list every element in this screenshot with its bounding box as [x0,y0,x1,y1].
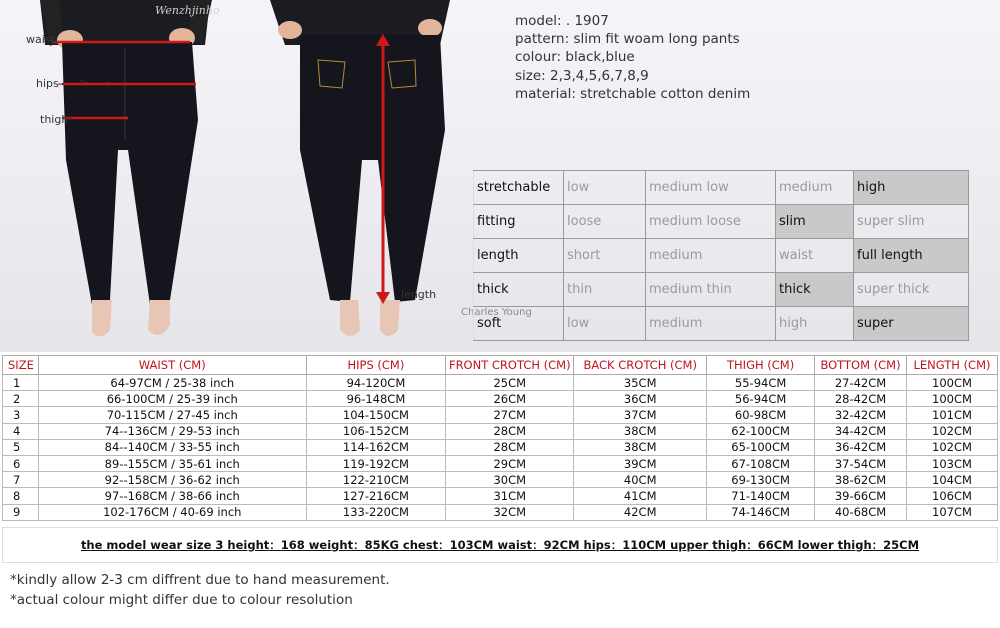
table-cell: 31CM [446,488,574,504]
table-cell: 38-62CM [815,472,907,488]
table-cell: 100CM [906,375,997,391]
table-cell: 102CM [906,423,997,439]
feature-option-selected: super [854,307,969,341]
header-back-crotch: BACK CROTCH (CM) [574,356,707,375]
table-cell: 127-216CM [306,488,446,504]
table-cell: 102-176CM / 40-69 inch [38,504,306,520]
table-row [3,391,998,407]
table-cell: 30CM [446,472,574,488]
table-cell: 27CM [446,407,574,423]
table-row [3,488,998,504]
spec-colour: colour: black,blue [515,49,635,66]
table-cell: 41CM [574,488,707,504]
table-cell: 119-192CM [306,455,446,471]
table-cell: 104CM [906,472,997,488]
table-cell: 94-120CM [306,375,446,391]
table-cell: 74-146CM [707,504,815,520]
feature-row-stretchable [474,171,969,205]
product-specs [515,12,750,103]
table-cell: 101CM [906,407,997,423]
table-cell: 38CM [574,423,707,439]
table-cell: 66-100CM / 25-39 inch [38,391,306,407]
table-cell: 67-108CM [707,455,815,471]
table-row [3,407,998,423]
table-cell: 62-100CM [707,423,815,439]
model-photo [0,0,470,352]
notes [10,570,390,610]
table-cell: 65-100CM [707,439,815,455]
feature-label: thick [474,273,564,307]
feature-option: medium [776,171,854,205]
table-cell: 100CM [906,391,997,407]
feature-grid [473,170,969,341]
header-hips: HIPS (CM) [306,356,446,375]
table-cell: 29CM [446,455,574,471]
header-waist: WAIST (CM) [38,356,306,375]
table-cell: 36-42CM [815,439,907,455]
table-cell: 28CM [446,423,574,439]
table-cell: 64-97CM / 25-38 inch [38,375,306,391]
table-cell: 3 [3,407,39,423]
table-cell: 7 [3,472,39,488]
table-cell: 107CM [906,504,997,520]
table-cell: 84--140CM / 33-55 inch [38,439,306,455]
spec-size: size: 2,3,4,5,6,7,8,9 [515,67,649,84]
feature-row-fitting [474,205,969,239]
table-cell: 106CM [906,488,997,504]
header-length: LENGTH (CM) [906,356,997,375]
model-wear-info: the model wear size 3 height：168 weight：85KG chest：103CM waist：92CM hips：110CM upper thigh：66CM lower thigh：25CM [2,527,998,563]
table-cell: 42CM [574,504,707,520]
table-row [3,423,998,439]
table-cell: 34-42CM [815,423,907,439]
feature-option: waist [776,239,854,273]
table-cell: 106-152CM [306,423,446,439]
table-cell: 37CM [574,407,707,423]
size-table [2,355,998,521]
table-cell: 4 [3,423,39,439]
spec-model: model: . 1907 [515,13,609,29]
table-cell: 56-94CM [707,391,815,407]
feature-option: super thick [854,273,969,307]
hips-label: hips [36,77,59,90]
table-cell: 6 [3,455,39,471]
feature-option: medium thin [646,273,776,307]
table-cell: 1 [3,375,39,391]
feature-label: soft [474,307,564,341]
table-cell: 55-94CM [707,375,815,391]
feature-option: medium [646,239,776,273]
table-cell: 8 [3,488,39,504]
table-cell: 27-42CM [815,375,907,391]
table-cell: 60-98CM [707,407,815,423]
watermark-credit: Charles Young [461,307,532,318]
thigh-label: thigh [40,113,69,126]
spec-pattern: pattern: slim fit woam long pants [515,31,740,48]
feature-option-selected: high [854,171,969,205]
table-row [3,504,998,520]
table-cell: 5 [3,439,39,455]
note-colour: *actual colour might differ due to colour resolution [10,592,353,608]
spec-material: material: stretchable cotton denim [515,85,751,102]
table-cell: 2 [3,391,39,407]
header-bottom: BOTTOM (CM) [815,356,907,375]
table-cell: 39-66CM [815,488,907,504]
feature-label: fitting [474,205,564,239]
header-thigh: THIGH (CM) [707,356,815,375]
feature-option-selected: slim [776,205,854,239]
table-cell: 92--158CM / 36-62 inch [38,472,306,488]
feature-option: medium loose [646,205,776,239]
table-cell: 25CM [446,375,574,391]
table-row [3,472,998,488]
feature-option: medium low [646,171,776,205]
table-cell: 40CM [574,472,707,488]
table-cell: 104-150CM [306,407,446,423]
feature-label: stretchable [474,171,564,205]
feature-label: length [474,239,564,273]
header-front-crotch: FRONT CROTCH (CM) [446,356,574,375]
table-cell: 133-220CM [306,504,446,520]
feature-option: high [776,307,854,341]
table-cell: 103CM [906,455,997,471]
table-cell: 9 [3,504,39,520]
feature-option: low [564,307,646,341]
size-table-header [3,356,998,375]
feature-option: medium [646,307,776,341]
feature-row-soft [474,307,969,341]
table-cell: 122-210CM [306,472,446,488]
table-cell: 32-42CM [815,407,907,423]
table-cell: 38CM [574,439,707,455]
table-cell: 36CM [574,391,707,407]
table-cell: 32CM [446,504,574,520]
table-cell: 28-42CM [815,391,907,407]
table-cell: 37-54CM [815,455,907,471]
table-row [3,455,998,471]
header-size: SIZE [3,356,39,375]
watermark: Wenzhjinho [155,4,220,17]
table-cell: 39CM [574,455,707,471]
table-cell: 102CM [906,439,997,455]
table-cell: 114-162CM [306,439,446,455]
table-cell: 28CM [446,439,574,455]
length-label: length [401,288,437,301]
table-cell: 97--168CM / 38-66 inch [38,488,306,504]
waist-label: waist [26,33,55,46]
feature-option: thin [564,273,646,307]
feature-option: super slim [854,205,969,239]
note-measurement: *kindly allow 2-3 cm diffrent due to hand measurement. [10,572,390,588]
feature-option: low [564,171,646,205]
feature-row-length [474,239,969,273]
table-row [3,439,998,455]
table-cell: 40-68CM [815,504,907,520]
table-cell: 35CM [574,375,707,391]
table-cell: 69-130CM [707,472,815,488]
feature-option-selected: full length [854,239,969,273]
feature-option: loose [564,205,646,239]
table-cell: 74--136CM / 29-53 inch [38,423,306,439]
table-cell: 70-115CM / 27-45 inch [38,407,306,423]
feature-row-thick [474,273,969,307]
feature-option-selected: thick [776,273,854,307]
table-cell: 26CM [446,391,574,407]
feature-option: short [564,239,646,273]
table-cell: 96-148CM [306,391,446,407]
table-cell: 71-140CM [707,488,815,504]
table-row [3,375,998,391]
table-cell: 89--155CM / 35-61 inch [38,455,306,471]
